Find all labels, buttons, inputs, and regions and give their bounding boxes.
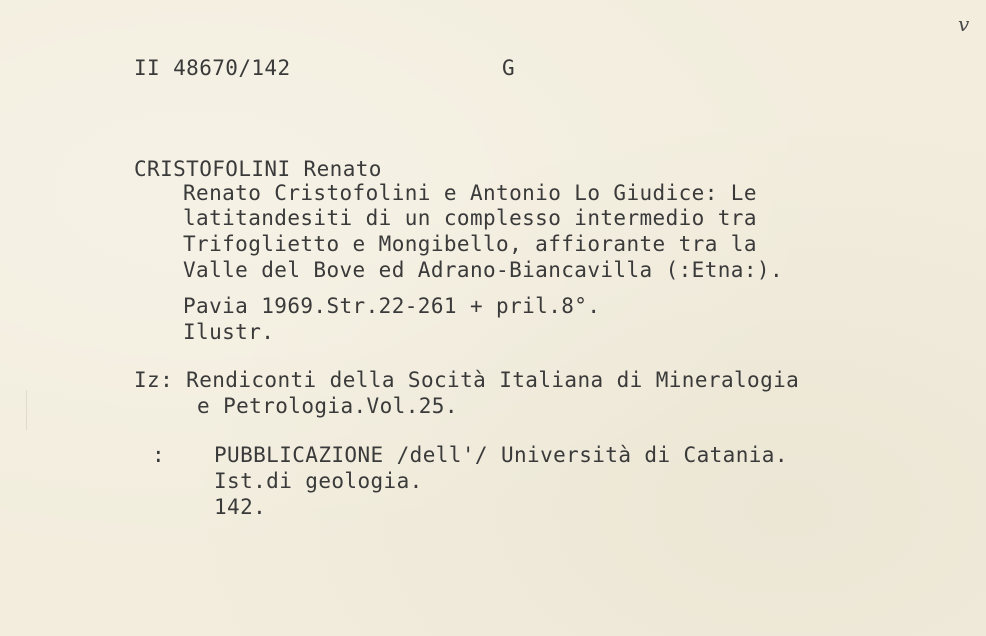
series-line: Ist.di geologia.: [214, 469, 423, 493]
paper-edge-mark: [26, 390, 27, 430]
title-line: Valle del Bove ed Adrano-Biancavilla (:Etna:).: [183, 258, 783, 282]
title-line: Trifoglietto e Mongibello, affiorante tra la: [183, 232, 757, 256]
imprint-line: Ilustr.: [183, 320, 275, 344]
source-line: Iz: Rendiconti della Socità Italiana di Mineralogia: [134, 368, 800, 392]
title-line: Renato Cristofolini e Antonio Lo Giudice: Le: [183, 181, 757, 205]
source-line: e Petrologia.Vol.25.: [197, 394, 458, 418]
author-heading: CRISTOFOLINI Renato: [134, 157, 382, 181]
location-code: G: [502, 56, 516, 80]
title-line: latitandesiti di un complesso intermedio tra: [183, 206, 757, 230]
call-number: II 48670/142: [134, 56, 291, 80]
corner-mark: v: [958, 12, 970, 36]
series-marker: :: [152, 443, 166, 467]
series-line: 142.: [214, 495, 267, 519]
series-line: PUBBLICAZIONE /dell'/ Università di Catania.: [214, 443, 788, 467]
imprint-line: Pavia 1969.Str.22-261 + pril.8°.: [183, 294, 601, 318]
